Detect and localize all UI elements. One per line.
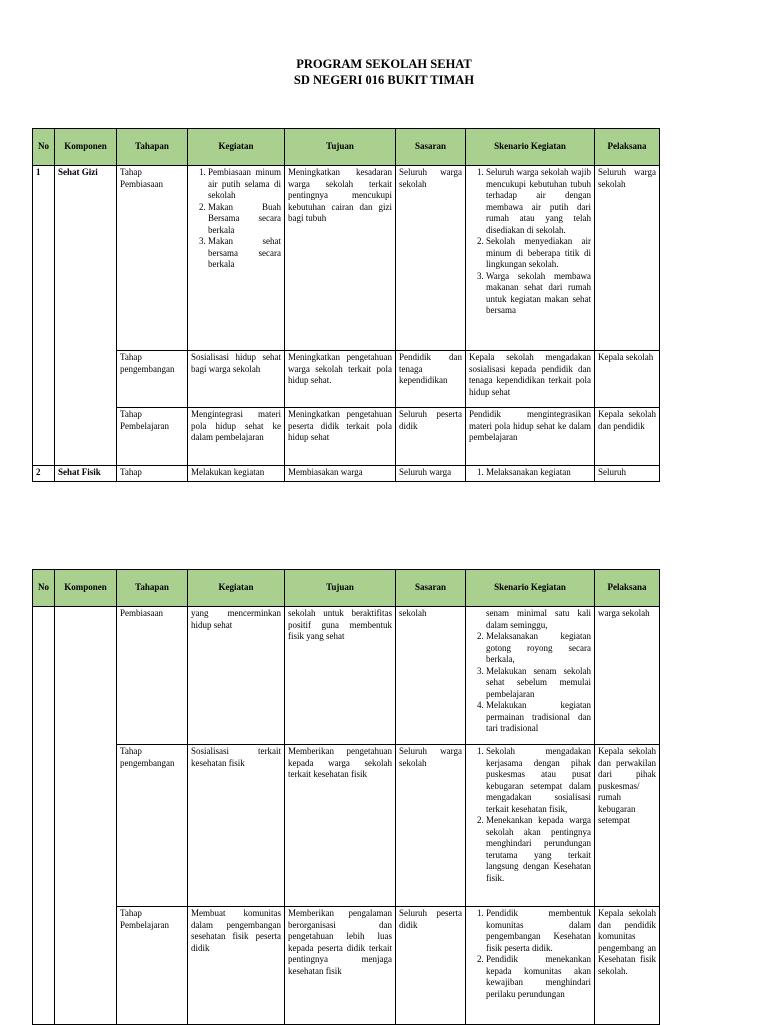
- table-row: [33, 166, 660, 351]
- table-row: [33, 408, 660, 466]
- header-skenario: Skenario Kegiatan: [466, 570, 595, 607]
- cell-pelaksana: Kepala sekolah dan pendidik komunitas pengembang an Kesehatan fisik sekolah.: [595, 907, 660, 1025]
- header-komponen: Komponen: [55, 129, 117, 166]
- table-header-row: [33, 570, 660, 607]
- cell-tahapan: Tahap Pembelajaran: [117, 907, 188, 1025]
- table-row: [33, 466, 660, 482]
- list-item: 1. Sekolah mengadakan kerjasama dengan pihak puskesmas atau pusat kebugaran setempat dalam mengadakan sosialisasi terkait kesehatan fisik,: [486, 746, 591, 815]
- cell-skenario: [466, 466, 595, 482]
- cell-tujuan: Membiasakan warga: [285, 466, 396, 482]
- header-kegiatan: Kegiatan: [188, 129, 285, 166]
- kegiatan-list: [191, 167, 281, 271]
- header-sasaran: Sasaran: [396, 129, 466, 166]
- list-item: 2. Pendidik menekankan kepada komunitas akan kewajiban menghindari perilaku perundungan: [486, 954, 591, 1000]
- list-item: 2. Sekolah menyediakan air minum di beberapa titik di lingkungan sekolah.: [486, 236, 591, 271]
- cell-kegiatan: Sosialisasi terkait kesehatan fisik: [188, 745, 285, 907]
- cell-kegiatan: Membuat komunitas dalam pengembangan sesehatan fisik peserta didik: [188, 907, 285, 1025]
- cell-tujuan: Meningkatkan pengetahuan peserta didik terkait pola hidup sehat: [285, 408, 396, 466]
- list-item: 1. Pendidik membentuk komunitas dalam pengembangan Kesehatan fisik peserta didik.: [486, 908, 591, 954]
- skenario-continued: senam minimal satu kali dalam seminggu,: [486, 608, 591, 630]
- cell-sasaran: Seluruh warga sekolah: [396, 166, 466, 351]
- header-sasaran: Sasaran: [396, 570, 466, 607]
- cell-komponen: Sehat Fisik: [55, 466, 117, 482]
- cell-kegiatan: Melakukan kegiatan: [188, 466, 285, 482]
- table-row: [33, 745, 660, 907]
- cell-tujuan: sekolah untuk beraktifitas positif guna membentuk fisik yang sehat: [285, 607, 396, 745]
- header-tahapan: Tahapan: [117, 570, 188, 607]
- cell-tujuan: Meningkatkan pengetahuan warga sekolah terkait pola hidup sehat.: [285, 351, 396, 408]
- list-item: 3. Melakukan senam sekolah sehat sebelum memulai pembelajaran: [486, 666, 591, 701]
- cell-tujuan: Memberikan pengalaman berorganisasi dan pengetahuan lebih luas kepada peserta didik terkait pentingnya menjaga kesehatan fisik: [285, 907, 396, 1025]
- header-skenario: Skenario Kegiatan: [466, 129, 595, 166]
- cell-no: 2: [33, 466, 55, 482]
- skenario-list: [469, 467, 591, 479]
- cell-kegiatan: yang mencerminkan hidup sehat: [188, 607, 285, 745]
- cell-tahapan: Tahap: [117, 466, 188, 482]
- skenario-list: [469, 746, 591, 884]
- skenario-list: [469, 908, 591, 1000]
- cell-sasaran: Seluruh warga: [396, 466, 466, 482]
- list-item: 2. Melaksanakan kegiatan gotong royong secara berkala,: [486, 631, 591, 666]
- list-item: 1. Seluruh warga sekolah wajib mencukupi kebutuhan tubuh terhadap air dengan membawa air putih dari rumah atau yang telah disediakan di sekolah.: [486, 167, 591, 236]
- skenario-list: [469, 631, 591, 735]
- header-kegiatan: Kegiatan: [188, 570, 285, 607]
- table-row: [33, 351, 660, 408]
- cell-tahapan: Tahap Pembiasaan: [117, 166, 188, 351]
- cell-skenario: [466, 907, 595, 1025]
- cell-tujuan: Meningkatkan kesadaran warga sekolah terkait pentingnya mencukupi kebutuhan cairan dan gizi bagi tubuh: [285, 166, 396, 351]
- header-tujuan: Tujuan: [285, 129, 396, 166]
- cell-pelaksana: Seluruh warga sekolah: [595, 166, 660, 351]
- header-tahapan: Tahapan: [117, 129, 188, 166]
- list-item: 1. Melaksanakan kegiatan: [486, 467, 591, 479]
- list-item: 4. Melakukan kegiatan permainan tradisional dan tari tradisional: [486, 700, 591, 735]
- cell-pelaksana: Kepala sekolah: [595, 351, 660, 408]
- cell-no: 1: [33, 166, 55, 466]
- cell-tujuan: Memberikan pengetahuan kepada warga sekolah terkait kesehatan fisik: [285, 745, 396, 907]
- cell-kegiatan: Mengintegrasi materi pola hidup sehat ke dalam pembelajaran: [188, 408, 285, 466]
- header-pelaksana: Pelaksana: [595, 129, 660, 166]
- cell-sasaran: sekolah: [396, 607, 466, 745]
- cell-sasaran: Seluruh peserta didik: [396, 408, 466, 466]
- cell-tahapan: Pembiasaan: [117, 607, 188, 745]
- cell-skenario: Pendidik mengintegrasikan materi pola hidup sehat ke dalam pembelajaran: [466, 408, 595, 466]
- cell-skenario: Kepala sekolah mengadakan sosialisasi kepada pendidik dan tenaga kependidikan terkait pola hidup sehat: [466, 351, 595, 408]
- cell-sasaran: Pendidik dan tenaga kependidikan: [396, 351, 466, 408]
- list-item: 1. Pembiasaan minum air putih selama di sekolah: [208, 167, 281, 202]
- cell-tahapan: Tahap pengembangan: [117, 351, 188, 408]
- cell-tahapan: Tahap Pembelajaran: [117, 408, 188, 466]
- cell-sasaran: Seluruh warga sekolah: [396, 745, 466, 907]
- cell-kegiatan: Sosialisasi hidup sehat bagi warga sekolah: [188, 351, 285, 408]
- program-table-page-2: [32, 569, 660, 1025]
- list-item: 3. Warga sekolah membawa makanan sehat dari rumah untuk kegiatan makan sehat bersama: [486, 271, 591, 317]
- table-header-row: [33, 129, 660, 166]
- cell-sasaran: Seluruh peserta didik: [396, 907, 466, 1025]
- list-item: 3. Makan sehat bersama secara berkala: [208, 236, 281, 271]
- table-row: [33, 907, 660, 1025]
- cell-komponen: [55, 607, 117, 1025]
- cell-pelaksana: Kepala sekolah dan perwakilan dari pihak puskesmas/ rumah kebugaran setempat: [595, 745, 660, 907]
- skenario-list: [469, 167, 591, 317]
- program-table-page-1: [32, 128, 660, 482]
- header-no: No: [33, 129, 55, 166]
- cell-kegiatan: [188, 166, 285, 351]
- header-no: No: [33, 570, 55, 607]
- cell-pelaksana: Seluruh: [595, 466, 660, 482]
- cell-komponen: Sehat Gizi: [55, 166, 117, 466]
- cell-skenario: [466, 166, 595, 351]
- cell-pelaksana: Kepala sekolah dan pendidik: [595, 408, 660, 466]
- cell-skenario: [466, 607, 595, 745]
- header-tujuan: Tujuan: [285, 570, 396, 607]
- table-row: [33, 607, 660, 745]
- cell-skenario: [466, 745, 595, 907]
- cell-no: [33, 607, 55, 1025]
- header-komponen: Komponen: [55, 570, 117, 607]
- document-title: PROGRAM SEKOLAH SEHAT: [296, 57, 472, 71]
- header-pelaksana: Pelaksana: [595, 570, 660, 607]
- list-item: 2. Makan Buah Bersama secara berkala: [208, 202, 281, 237]
- cell-tahapan: Tahap pengembangan: [117, 745, 188, 907]
- document-subtitle: SD NEGERI 016 BUKIT TIMAH: [293, 73, 475, 87]
- list-item: 2. Menekankan kepada warga sekolah akan pentingnya menghindari perundungan terutama yang terkait langsung dengan Kesehatan fisik.: [486, 815, 591, 884]
- cell-pelaksana: warga sekolah: [595, 607, 660, 745]
